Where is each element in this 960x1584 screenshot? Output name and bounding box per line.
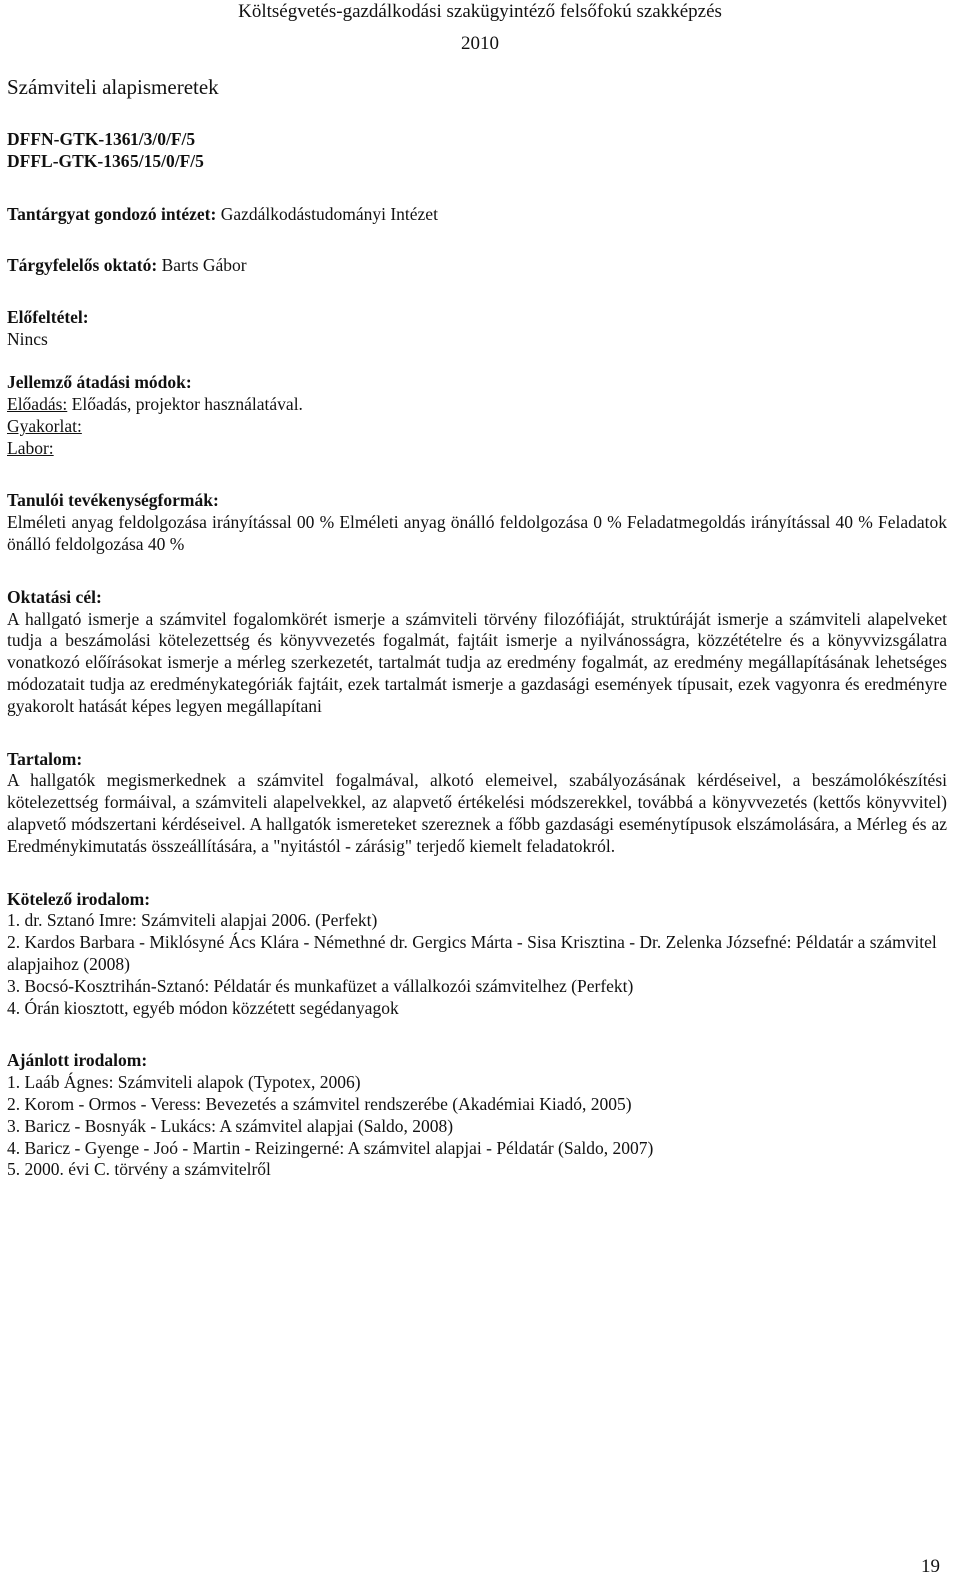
delivery-label: Jellemző átadási módok: (7, 372, 192, 393)
list-item: 3. Baricz - Bosnyák - Lukács: A számvitel alapjai (Saldo, 2008) (7, 1115, 454, 1136)
activities-text: Elméleti anyag feldolgozása irányítással 00 % Elméleti anyag önálló feldolgozása 0 % Feladatmegoldás irányítással 40 % Feladatok önálló feldolgozása 40 % (7, 512, 947, 555)
goal-section (7, 587, 947, 718)
activities-section (7, 490, 947, 555)
lecturer-label: Tárgyfelelős oktató: (7, 255, 158, 276)
list-item: 1. Laáb Ágnes: Számviteli alapok (Typotex, 2006) (7, 1072, 361, 1093)
list-item: 4. Baricz - Gyenge - Joó - Martin - Reizingerné: A számvitel alapjai - Példatár (Saldo, 2007) (7, 1137, 654, 1158)
prerequisite-label: Előfeltétel: (7, 307, 89, 328)
lecturer-value: Barts Gábor (161, 255, 247, 276)
lecturer-section (7, 255, 947, 277)
required-reading-section (7, 889, 947, 1020)
course-code-line (7, 151, 947, 173)
list-item: 4. Órán kiosztott, egyéb módon közzétett segédanyagok (7, 997, 399, 1018)
course-description (7, 129, 947, 1181)
prerequisite-value: Nincs (7, 328, 48, 349)
practice-label: Gyakorlat: (7, 415, 82, 436)
list-item: 2. Kardos Barbara - Miklósyné Ács Klára - Némethné dr. Gergics Márta - Sisa Krisztina - Dr. Zelenka Józsefné: Példatár a számvitel alapjaihoz (2008) (7, 932, 937, 975)
required-reading-label: Kötelező irodalom: (7, 888, 151, 909)
delivery-lecture (7, 394, 947, 416)
activities-label: Tanulói tevékenységformák: (7, 490, 219, 511)
course-title: Számviteli alapismeretek (7, 75, 219, 99)
page-header-year: 2010 (461, 33, 499, 54)
page-header-title: Költségvetés-gazdálkodási szakügyintéző felsőfokú szakképzés (238, 1, 722, 22)
list-item: 2. Korom - Ormos - Veress: Bevezetés a számvitel rendszerébe (Akadémiai Kiadó, 2005) (7, 1094, 632, 1114)
course-code: DFFN-GTK-136 (7, 129, 131, 149)
page-number: 19 (921, 1556, 940, 1577)
goal-text: A hallgató ismerje a számvitel fogalomkörét ismerje a számviteli törvény filozófiáját, struktúráját ismerje a számviteli alapelveket tudja a beszámolási kötelezettség és könyvvezetés fogalmát, fajtáit ismerje a nyilvánosságra, közzétételre és a könyvvizsgálatra vonatkozó előírásokat ismerje a mérleg szerkezetét, tartalmát tudja az eredmény fogalmát, az eredmény megállapításának lehetséges módozatait tudja az eredménykategóriák fajtáit, ezek tartalmát ismerje a gazdasági események típusait, ezek vagyonra és eredményre gyakorolt hatását képes legyen megállapítani (7, 608, 947, 716)
course-code-line (7, 129, 947, 151)
recommended-reading-section (7, 1050, 947, 1181)
institute-section (7, 204, 947, 226)
list-item: 5. 2000. évi C. törvény a számvitelről (7, 1159, 271, 1180)
institute-value: Gazdálkodástudományi Intézet (220, 203, 438, 224)
content-label: Tartalom: (7, 748, 83, 769)
prerequisite-section (7, 307, 947, 351)
delivery-section (7, 372, 947, 459)
institute-label: Tantárgyat gondozó intézet: (7, 203, 217, 224)
lecture-label: Előadás: (7, 394, 68, 415)
lab-label: Labor: (7, 437, 54, 458)
goal-label: Oktatási cél: (7, 586, 102, 607)
course-hours: 1/3/0/F/5 (130, 129, 196, 149)
lecture-value: Előadás, projektor használatával. (71, 394, 303, 415)
content-section (7, 749, 947, 858)
course-codes (7, 129, 947, 173)
content-text: A hallgatók megismerkednek a számvitel fogalmával, alkotó elemeivel, szabályozásának kérdéseivel, a beszámolókészítési kötelezettség formáival, a számviteli alapelvekkel, az alapvető értékelési módszerekkel, továbbá a könyvvezetés (kettős könyvvitel) alapvető módszertani kérdéseivel. A hallgatók ismereteket szereznek a főbb gazdasági eseménytípusok elszámolására, a Mérleg és az Eredménykimutatás összeállítására, a "nyitástól - zárásig" terjedő kiemelt feladatokról. (7, 770, 947, 856)
course-code: DFFL-GTK-136 (7, 150, 130, 171)
list-item: 1. dr. Sztanó Imre: Számviteli alapjai 2006. (Perfekt) (7, 910, 378, 931)
recommended-reading-label: Ajánlott irodalom: (7, 1050, 148, 1071)
course-hours: 5/15/0/F/5 (130, 150, 204, 171)
list-item: 3. Bocsó-Kosztrihán-Sztanó: Példatár és munkafüzet a vállalkozói számvitelhez (Perfekt) (7, 975, 634, 996)
